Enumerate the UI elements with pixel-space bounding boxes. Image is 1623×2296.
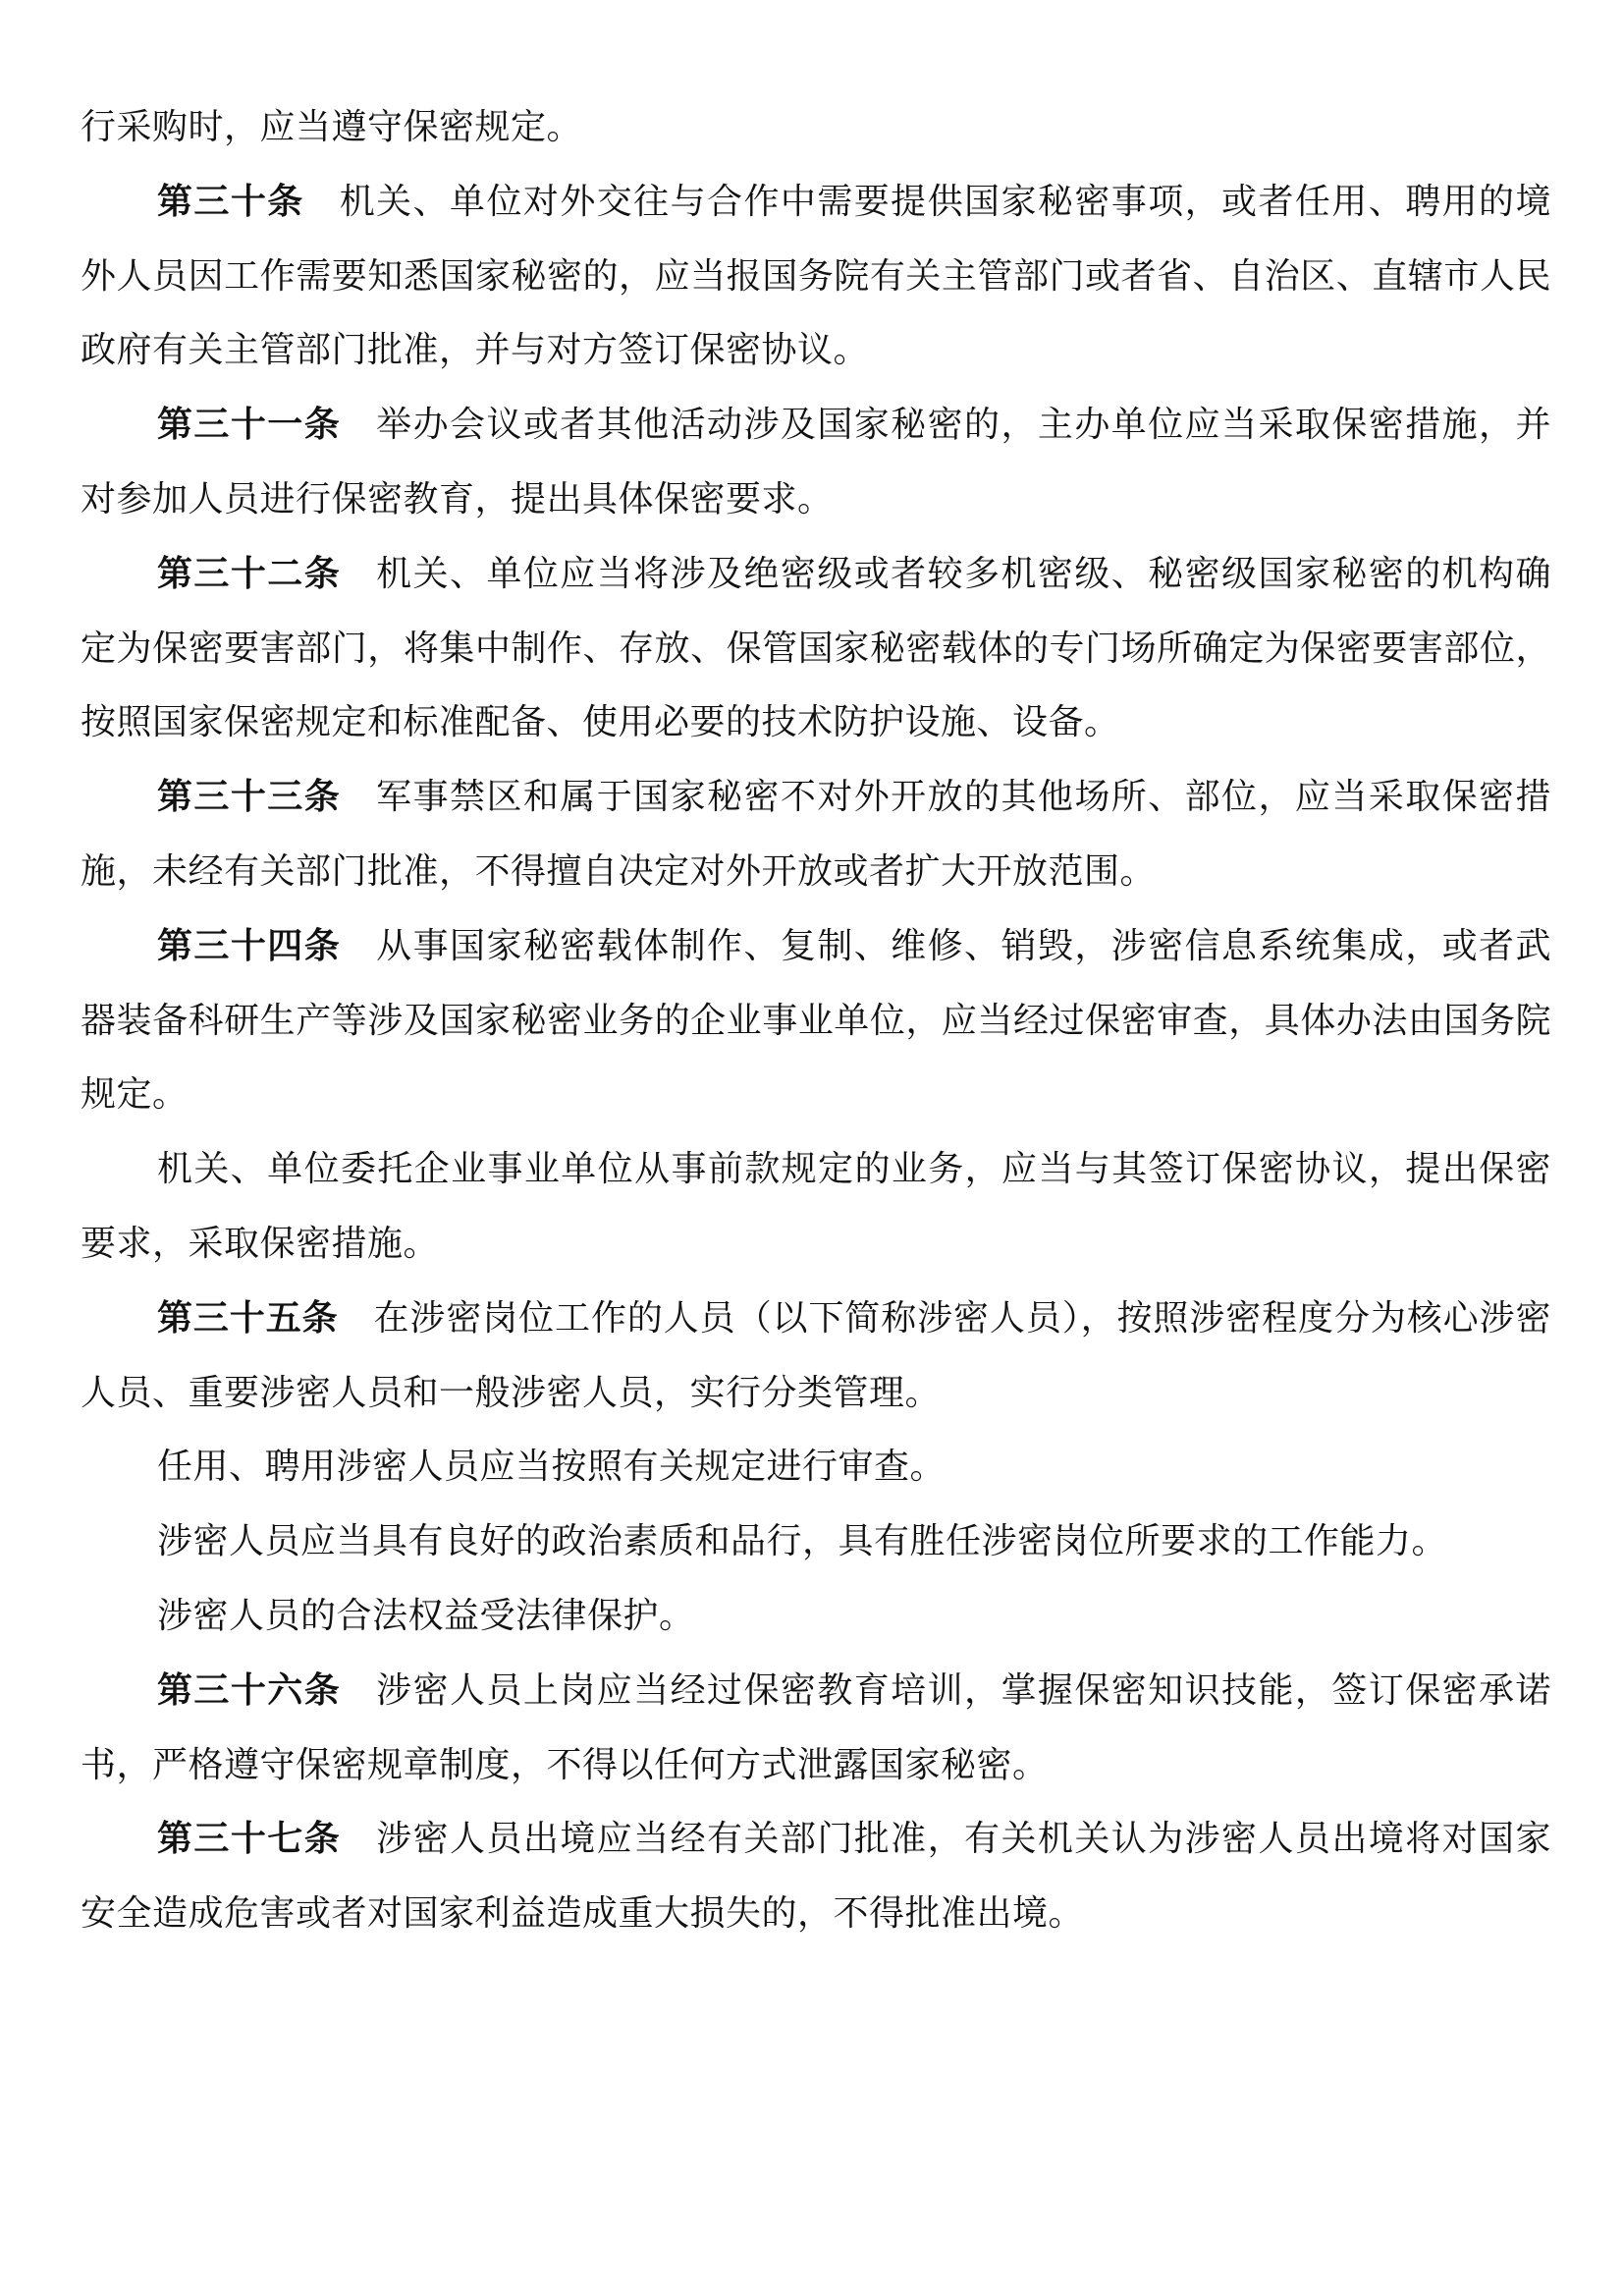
paragraph-text: 涉密人员出境应当经有关部门批准，有关机关认为涉密人员出境将对国家安全造成危害或者对国家利益造成重大损失的，不得批准出境。 — [81, 1819, 1551, 1935]
article-35-clause-4 — [81, 1579, 1551, 1654]
article-35-clause-2 — [81, 1430, 1551, 1504]
article-32 — [81, 537, 1551, 760]
paragraph-0 — [81, 90, 1551, 165]
article-36 — [81, 1654, 1551, 1803]
paragraph-text: 涉密人员上岗应当经过保密教育培训，掌握保密知识技能，签订保密承诺书，严格遵守保密规章制度，不得以任何方式泄露国家秘密。 — [81, 1669, 1551, 1785]
article-30 — [81, 165, 1551, 388]
paragraph-text: 从事国家秘密载体制作、复制、维修、销毁，涉密信息系统集成，或者武器装备科研生产等涉及国家秘密业务的企业事业单位，应当经过保密审查，具体办法由国务院规定。 — [81, 925, 1551, 1116]
paragraph-text: 机关、单位应当将涉及绝密级或者较多机密级、秘密级国家秘密的机构确定为保密要害部门，将集中制作、存放、保管国家秘密载体的专门场所确定为保密要害部位，按照国家保密规定和标准配备、使用必要的技术防护设施、设备。 — [81, 553, 1551, 743]
article-heading: 第三十七条 — [157, 1818, 342, 1860]
article-35-clause-3 — [81, 1504, 1551, 1579]
article-33 — [81, 760, 1551, 909]
document-page — [81, 90, 1551, 1951]
paragraph-text: 行采购时，应当遵守保密规定。 — [81, 107, 583, 147]
paragraph-text: 机关、单位对外交往与合作中需要提供国家秘密事项，或者任用、聘用的境外人员因工作需要知悉国家秘密的，应当报国务院有关主管部门或者省、自治区、直辖市人民政府有关主管部门批准，并与对方签订保密协议。 — [81, 181, 1551, 371]
paragraph-text: 涉密人员的合法权益受法律保护。 — [157, 1595, 695, 1636]
article-heading: 第三十五条 — [157, 1296, 339, 1339]
article-35 — [81, 1282, 1551, 1431]
article-heading: 第三十三条 — [157, 776, 342, 818]
article-heading: 第三十条 — [157, 180, 304, 222]
article-31 — [81, 388, 1551, 537]
paragraph-text: 军事禁区和属于国家秘密不对外开放的其他场所、部位，应当采取保密措施，未经有关部门批准，不得擅自决定对外开放或者扩大开放范围。 — [81, 777, 1551, 892]
article-34 — [81, 909, 1551, 1132]
article-heading: 第三十二条 — [157, 552, 342, 594]
paragraph-text: 举办会议或者其他活动涉及国家秘密的，主办单位应当采取保密措施，并对参加人员进行保密教育，提出具体保密要求。 — [81, 405, 1551, 519]
paragraph-text: 机关、单位委托企业事业单位从事前款规定的业务，应当与其签订保密协议，提出保密要求，采取保密措施。 — [81, 1149, 1551, 1264]
article-heading: 第三十一条 — [157, 404, 342, 446]
paragraph-text: 任用、聘用涉密人员应当按照有关规定进行审查。 — [157, 1447, 947, 1488]
article-heading: 第三十四条 — [157, 924, 342, 966]
article-37 — [81, 1802, 1551, 1951]
article-34-clause-2 — [81, 1132, 1551, 1282]
paragraph-text: 涉密人员应当具有良好的政治素质和品行，具有胜任涉密岗位所要求的工作能力。 — [157, 1521, 1448, 1562]
paragraph-text: 在涉密岗位工作的人员（以下简称涉密人员），按照涉密程度分为核心涉密人员、重要涉密人员和一般涉密人员，实行分类管理。 — [81, 1297, 1551, 1413]
article-heading: 第三十六条 — [157, 1668, 342, 1711]
